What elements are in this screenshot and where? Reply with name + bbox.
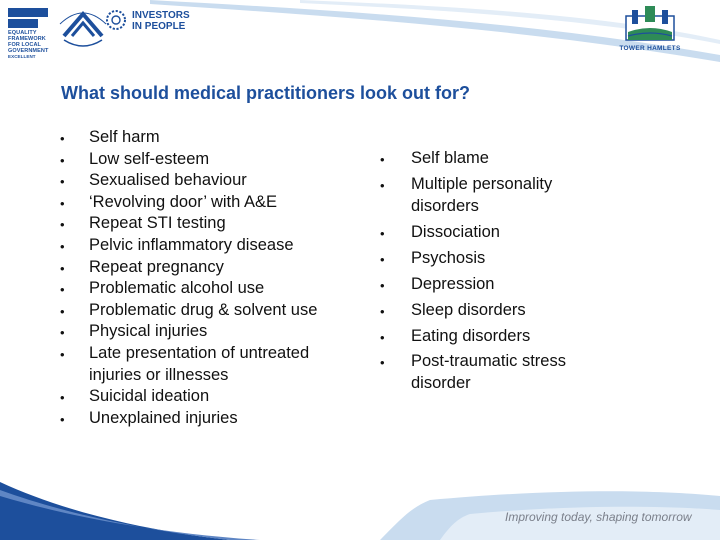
- bullet-item: [60, 300, 359, 322]
- iip-logo-line: INVESTORS: [132, 10, 190, 21]
- bullet-item: [380, 148, 611, 170]
- left-bullet-list: [60, 127, 359, 429]
- bullet-text: Sexualised behaviour: [89, 171, 247, 190]
- bullet-text: Psychosis: [411, 248, 486, 267]
- equality-logo-line: FRAMEWORK: [8, 36, 46, 42]
- equality-logo-line: EQUALITY: [8, 30, 37, 36]
- equality-logo-bar: [8, 19, 38, 28]
- bullet-dot-icon: •: [60, 325, 65, 341]
- tower-hamlets-emblem-icon: [612, 4, 688, 44]
- right-bullet-list: [380, 148, 611, 399]
- bullet-item: [60, 257, 359, 279]
- bullet-text: Dissociation: [411, 222, 500, 241]
- bullet-dot-icon: •: [380, 355, 385, 371]
- footer-tagline: Improving today, shaping tomorrow: [505, 510, 692, 524]
- bullet-text: Eating disorders: [411, 326, 531, 345]
- bullet-text: Repeat STI testing: [89, 214, 226, 233]
- iip-ring-icon: [104, 8, 128, 32]
- bullet-text: Repeat pregnancy: [89, 257, 224, 276]
- bullet-text: Suicidal ideation: [89, 387, 210, 406]
- equality-logo-bar: [8, 8, 48, 17]
- bullet-text: Problematic alcohol use: [89, 279, 265, 298]
- bullet-item: [60, 278, 359, 300]
- positive-about-disabled-people-logo: [58, 6, 108, 54]
- iip-logo-line: IN PEOPLE: [132, 21, 186, 32]
- bullet-dot-icon: •: [60, 411, 65, 427]
- bullet-dot-icon: •: [60, 174, 65, 190]
- bullet-dot-icon: •: [60, 260, 65, 276]
- equality-logo-line: FOR LOCAL: [8, 42, 41, 48]
- bullet-dot-icon: •: [60, 152, 65, 168]
- bullet-item: [60, 235, 359, 257]
- bullet-dot-icon: •: [60, 238, 65, 254]
- bullet-text: Self blame: [411, 149, 489, 167]
- bullet-item: [60, 192, 359, 214]
- bullet-item: [380, 274, 611, 296]
- bullet-text: Low self-esteem: [89, 149, 210, 168]
- bullet-item: [60, 343, 359, 386]
- bullet-dot-icon: •: [380, 225, 385, 241]
- tower-hamlets-label: TOWER HAMLETS: [619, 45, 681, 52]
- bullet-item: [60, 321, 359, 343]
- bullet-item: [380, 174, 611, 217]
- bullet-item: [380, 248, 611, 270]
- bullet-text: Problematic drug & solvent use: [89, 300, 318, 319]
- bullet-item: [60, 149, 359, 171]
- bullet-item: [60, 386, 359, 408]
- bullet-item: [380, 300, 611, 322]
- bullet-text: Multiple personality disorders: [411, 174, 553, 215]
- bullet-dot-icon: •: [60, 195, 65, 211]
- tower-hamlets-logo: [612, 4, 688, 56]
- bullet-dot-icon: •: [60, 346, 65, 362]
- bullet-text: Depression: [411, 274, 495, 293]
- bullet-dot-icon: •: [380, 251, 385, 267]
- investors-in-people-logo: [104, 8, 194, 38]
- bullet-dot-icon: •: [60, 217, 65, 233]
- bullet-item: [380, 222, 611, 244]
- bullet-dot-icon: •: [60, 131, 65, 146]
- bullet-text: Physical injuries: [89, 322, 208, 341]
- equality-framework-logo: [8, 8, 54, 60]
- bullet-item: [380, 351, 611, 394]
- bullet-text: Pelvic inflammatory disease: [89, 235, 294, 254]
- bullet-text: Late presentation of untreated injuries or illnesses: [89, 343, 310, 384]
- footer-wave: [0, 470, 720, 540]
- bullet-text: ‘Revolving door’ with A&E: [89, 192, 278, 211]
- bullet-dot-icon: •: [380, 177, 385, 193]
- bullet-item: [60, 170, 359, 192]
- equality-logo-line: GOVERNMENT: [8, 48, 49, 54]
- bullet-item: [60, 408, 359, 430]
- bullet-dot-icon: •: [380, 277, 385, 293]
- bullet-dot-icon: •: [380, 329, 385, 345]
- bullet-item: [380, 326, 611, 348]
- bullet-text: Sleep disorders: [411, 300, 526, 319]
- bullet-dot-icon: •: [380, 303, 385, 319]
- bullet-text: Post-traumatic stress disorder: [411, 352, 566, 393]
- equality-logo-line: EXCELLENT: [8, 54, 36, 59]
- bullet-dot-icon: •: [60, 282, 65, 298]
- bullet-item: [60, 127, 359, 149]
- slide-title: What should medical practitioners look out for?: [61, 83, 471, 103]
- bullet-dot-icon: •: [60, 390, 65, 406]
- bullet-text: Self harm: [89, 128, 160, 146]
- bullet-dot-icon: •: [380, 152, 385, 167]
- bullet-item: [60, 213, 359, 235]
- bullet-text: Unexplained injuries: [89, 408, 238, 427]
- bullet-dot-icon: •: [60, 303, 65, 319]
